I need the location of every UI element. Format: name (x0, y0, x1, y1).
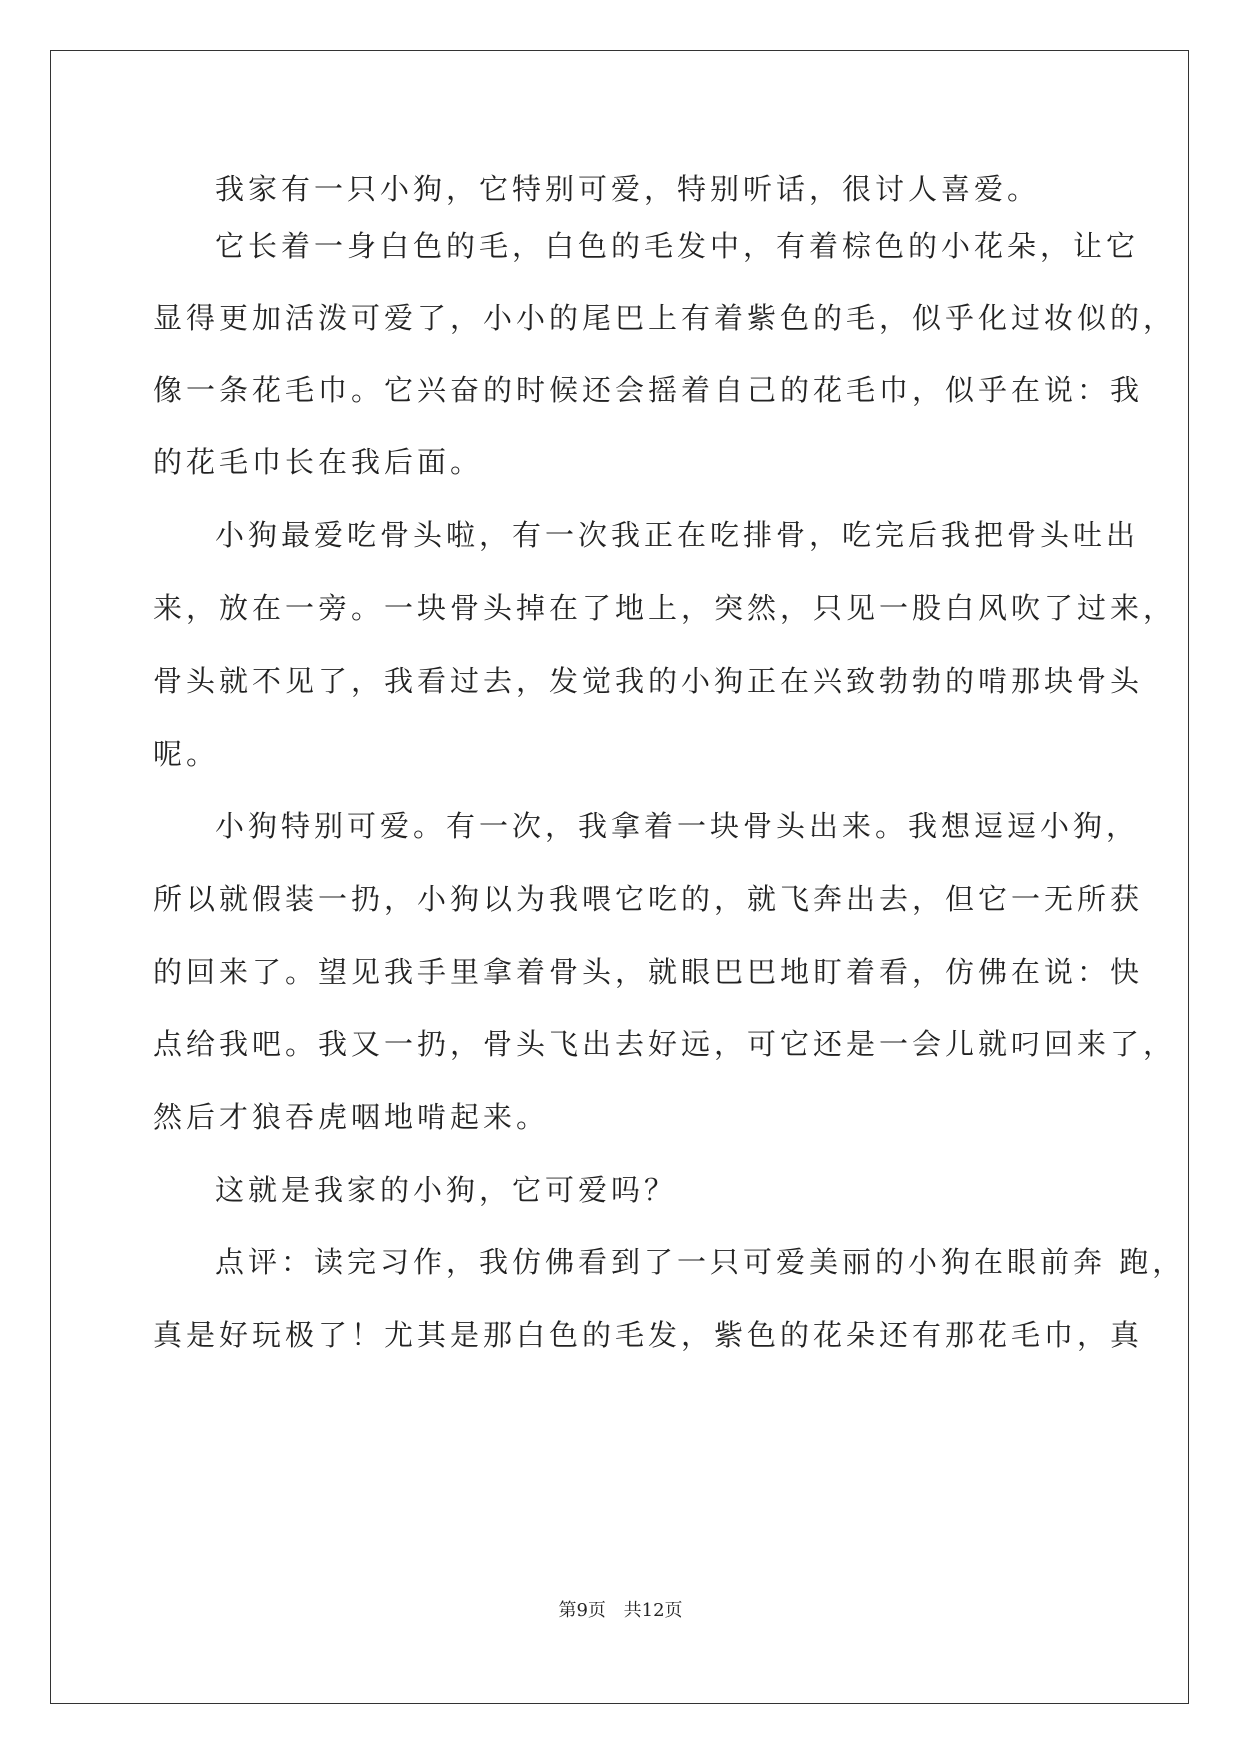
page-number: 第9页 (558, 1600, 606, 1621)
page-frame (50, 50, 1189, 1704)
paragraph-line: 骨头就不见了，我看过去，发觉我的小狗正在兴致勃勃的啃那块骨头 (153, 664, 1144, 698)
paragraph-line: 的花毛巾长在我后面。 (153, 445, 484, 479)
paragraph-line: 这就是我家的小狗，它可爱吗？ (215, 1173, 678, 1207)
paragraph-line: 的回来了。望见我手里拿着骨头，就眼巴巴地盯着看，仿佛在说：快 (153, 955, 1144, 989)
paragraph-line: 呢。 (153, 737, 220, 771)
paragraph-line: 小狗最爱吃骨头啦，有一次我正在吃排骨，吃完后我把骨头吐出 (215, 518, 1140, 552)
page-footer (0, 1596, 1241, 1622)
paragraph-line: 点给我吧。我又一扔，骨头飞出去好远，可它还是一会儿就叼回来了， (153, 1027, 1177, 1061)
page-total: 共12页 (623, 1600, 683, 1621)
paragraph-line: 我家有一只小狗，它特别可爱，特别听话，很讨人喜爱。 (215, 172, 1041, 206)
paragraph-line: 来，放在一旁。一块骨头掉在了地上，突然，只见一股白风吹了过来， (153, 591, 1177, 625)
paragraph-line: 点评：读完习作，我仿佛看到了一只可爱美丽的小狗在眼前奔 跑， (215, 1245, 1186, 1279)
paragraph-line: 显得更加活泼可爱了，小小的尾巴上有着紫色的毛，似乎化过妆似的， (153, 301, 1177, 335)
paragraph-line: 然后才狼吞虎咽地啃起来。 (153, 1100, 550, 1134)
paragraph-line: 它长着一身白色的毛，白色的毛发中，有着棕色的小花朵，让它 (215, 229, 1140, 263)
paragraph-line: 所以就假装一扔，小狗以为我喂它吃的，就飞奔出去，但它一无所获 (153, 882, 1144, 916)
paragraph-line: 真是好玩极了！尤其是那白色的毛发，紫色的花朵还有那花毛巾，真 (153, 1318, 1144, 1352)
paragraph-line: 小狗特别可爱。有一次，我拿着一块骨头出来。我想逗逗小狗， (215, 809, 1140, 843)
paragraph-line: 像一条花毛巾。它兴奋的时候还会摇着自己的花毛巾，似乎在说：我 (153, 373, 1144, 407)
